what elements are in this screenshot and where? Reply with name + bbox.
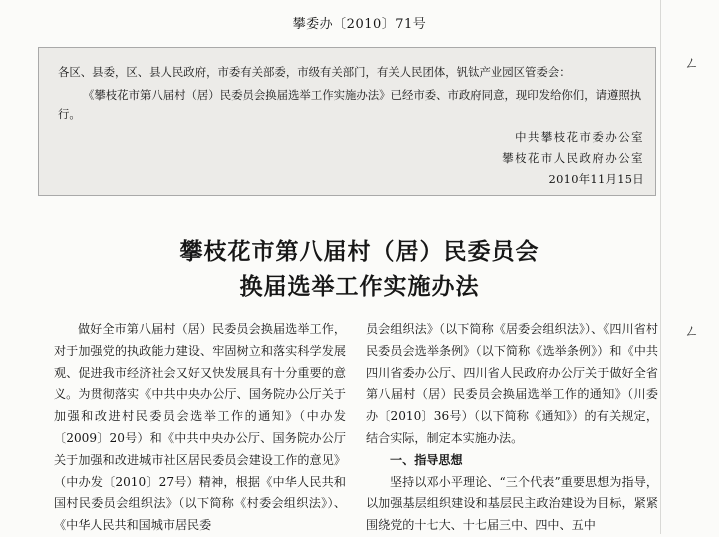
guiding-ideology-paragraph: 坚持以邓小平理论、“三个代表”重要思想为指导，以加强基层组织建设和基层民主政治建设为目标，紧紧围绕党的十七大、十七届三中、四中、五中 xyxy=(366,474,658,533)
document-title-line1: 攀枝花市第八届村（居）民委员会 xyxy=(179,238,540,265)
notice-body: 《攀枝花市第八届村（居）民委员会换届选举工作实施办法》已经市委、市政府同意，现印发给你们，请遵照执行。 xyxy=(58,88,642,121)
margin-mark-middle: ㄥ xyxy=(684,322,700,340)
page-edge-line xyxy=(660,0,661,534)
signer-party-office: 中共攀枝花市委办公室 xyxy=(515,130,644,144)
right-column xyxy=(366,319,658,537)
intro-paragraph-continued: 员会组织法》（以下简称《居委会组织法》）、《四川省村民委员会选举条例》（以下简称《选举条例》）和《中共四川省委办公厅、四川省人民政府办公厅关于做好全省第八届村（居）民委员会换届选举工作的通知》（川委办〔2010〕36号）（以下简称《通知》）的有关规定，结合实际，制定本实施办法。 xyxy=(366,322,658,445)
left-column xyxy=(54,319,346,537)
notice-recipients: 各区、县委，区、县人民政府，市委有关部委，市级有关部门，有关人民团体，钒钛产业园区管委会： xyxy=(58,65,571,79)
intro-paragraph: 做好全市第八届村（居）民委员会换届选举工作，对于加强党的执政能力建设、牢固树立和落实科学发展观、促进我市经济社会又好又快发展具有十分重要的意义。为贯彻落实《中共中央办公厅、国务院办公厅关于加强和改进村民委员会选举工作的通知》（中办发〔2009〕20号）和《中共中央办公厅、国务院办公厅关于加强和改进城市社区居民委员会建设工作的意见》（中办发〔2010〕27号）精神，根据《中华人民共和国村民委员会组织法》（以下简称《村委会组织法》）、《中华人民共和国城市居民委 xyxy=(54,322,346,533)
margin-mark-top: ㄥ xyxy=(684,54,700,72)
notice-date: 2010年11月15日 xyxy=(548,172,644,186)
signer-government-office: 攀枝花市人民政府办公室 xyxy=(502,151,644,165)
document-title-line2: 换届选举工作实施办法 xyxy=(239,273,480,300)
document-number: 攀委办〔2010〕71号 xyxy=(292,17,427,32)
section-heading-guiding-ideology: 一、指导思想 xyxy=(390,452,463,467)
